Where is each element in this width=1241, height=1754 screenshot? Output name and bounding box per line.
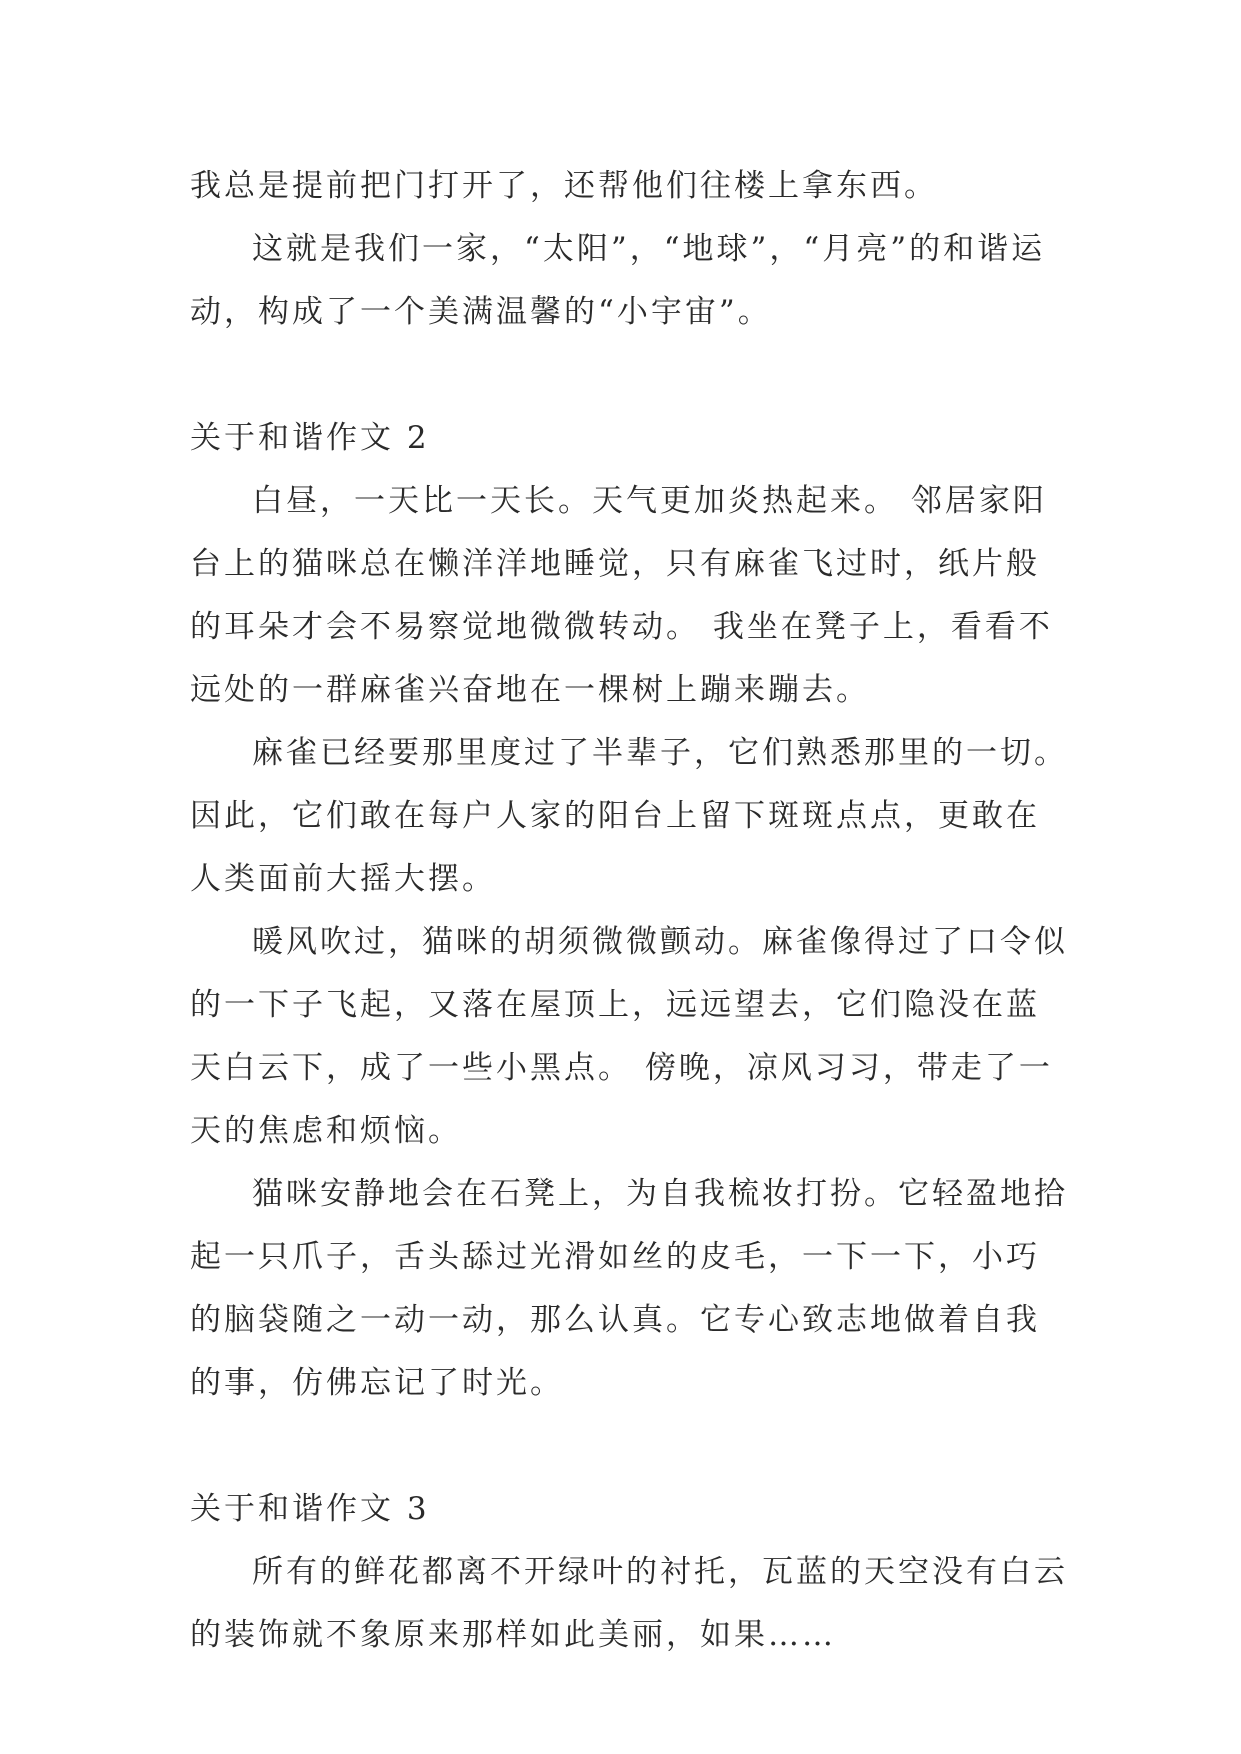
paragraph: 所有的鲜花都离不开绿叶的衬托，瓦蓝的天空没有白云的装饰就不象原来那样如此美丽，如果…… — [190, 1554, 1068, 1653]
paragraph: 猫咪安静地会在石凳上，为自我梳妆打扮。它轻盈地拾起一只爪子，舌头舔过光滑如丝的皮毛，一下一下，小巧的脑袋随之一动一动，那么认真。它专心致志地做着自我的事，仿佛忘记了时光。 — [190, 1176, 1068, 1401]
paragraph: 我总是提前把门打开了，还帮他们往楼上拿东西。 — [190, 168, 938, 204]
document-body — [190, 155, 1070, 1667]
paragraph: 白昼，一天比一天长。天气更加炎热起来。 邻居家阳台上的猫咪总在懒洋洋地睡觉，只有麻雀飞过时，纸片般的耳朵才会不易察觉地微微转动。 我坐在凳子上，看看不远处的一群麻雀兴奋地在一棵树上蹦来蹦去。 — [190, 483, 1053, 708]
paragraph: 麻雀已经要那里度过了半辈子，它们熟悉那里的一切。因此，它们敢在每户人家的阳台上留下斑斑点点，更敢在人类面前大摇大摆。 — [190, 735, 1068, 897]
section-gap — [190, 344, 1070, 407]
section-heading: 关于和谐作文 3 — [190, 1491, 430, 1527]
paragraph: 暖风吹过，猫咪的胡须微微颤动。麻雀像得过了口令似的一下子飞起，又落在屋顶上，远远望去，它们隐没在蓝天白云下，成了一些小黑点。 傍晚，凉风习习，带走了一天的焦虑和烦恼。 — [190, 924, 1068, 1149]
section-gap — [190, 1415, 1070, 1478]
section-heading: 关于和谐作文 2 — [190, 420, 430, 456]
paragraph: 这就是我们一家，“太阳”，“地球”，“月亮”的和谐运动，构成了一个美满温馨的“小宇宙”。 — [190, 231, 1046, 330]
